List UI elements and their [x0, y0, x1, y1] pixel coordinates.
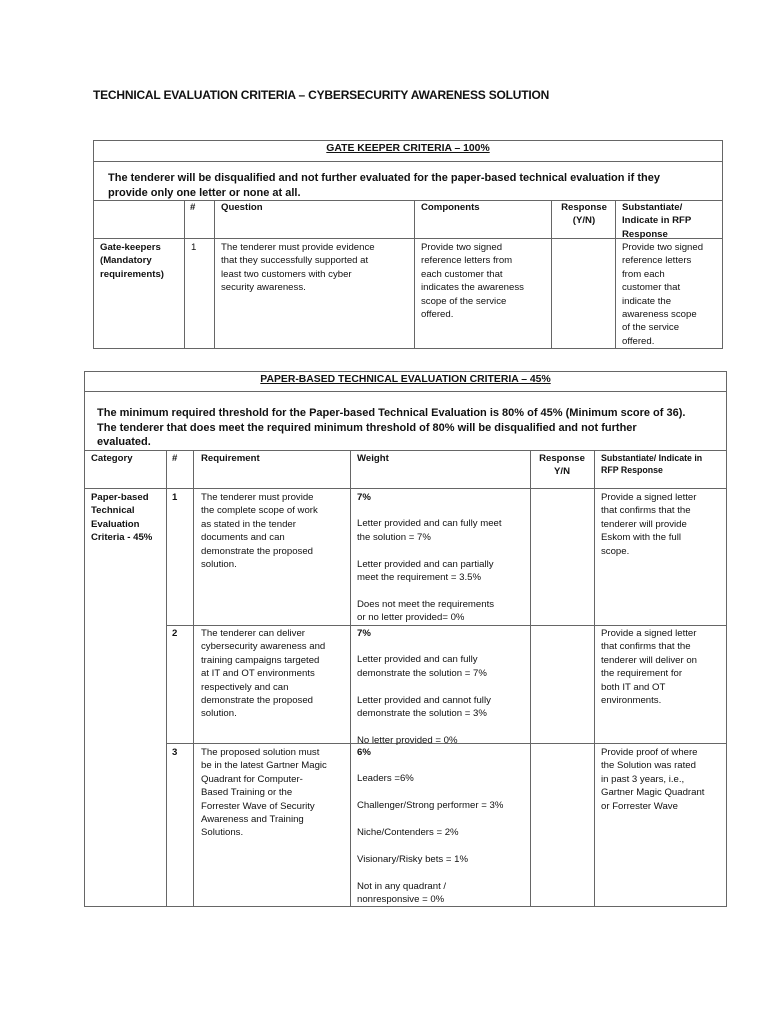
gatekeeper-intro: The tenderer will be disqualified and not further evaluated for the paper-based technical evaluation if they provide only one letter or none at all.	[108, 172, 660, 199]
row-weight-body: Letter provided and can fully demonstrate the solution = 7% Letter provided and cannot fully demonstrate the solution = 3% No letter provided = 0%	[357, 654, 491, 746]
gatekeeper-col-components: Components	[421, 202, 480, 213]
row-substantiate: Provide a signed letter that confirms that the tenderer will deliver on the requirement for both IT and OT environments.	[601, 628, 697, 707]
gatekeeper-col-question: Question	[221, 202, 263, 213]
paperbased-col-num: #	[172, 453, 178, 464]
paperbased-col-response: Response Y/N	[539, 453, 585, 478]
paperbased-col-category: Category	[91, 453, 133, 464]
paperbased-intro: The minimum required threshold for the Paper-based Technical Evaluation is 80% of 45% (Minimum score of 36). The tenderer that does meet the required minimum threshold of 80% will be disqualified and not further evaluated.	[97, 407, 686, 448]
paperbased-header-divider	[84, 391, 727, 392]
paperbased-category: Paper-based Technical Evaluation Criteria - 45%	[91, 492, 153, 544]
gatekeeper-col-response: Response (Y/N)	[561, 202, 607, 227]
paperbased-colhead-bottom	[84, 488, 727, 489]
gatekeeper-col-divider	[551, 200, 552, 349]
row-substantiate: Provide a signed letter that confirms that the tenderer will provide Eskom with the full scope.	[601, 492, 697, 557]
gatekeeper-col-substantiate: Substantiate/ Indicate in RFP Response	[622, 202, 692, 240]
paperbased-colhead-top	[84, 450, 727, 451]
gatekeeper-col-divider	[214, 200, 215, 349]
paperbased-col-substantiate: Substantiate/ Indicate in RFP Response	[601, 453, 703, 475]
gatekeeper-row-components: Provide two signed reference letters from each customer that indicates the awareness scope of the service offered.	[421, 242, 524, 321]
row-weight-title: 7%	[357, 628, 371, 639]
paperbased-col-requirement: Requirement	[201, 453, 260, 464]
gatekeeper-row-num: 1	[191, 242, 197, 253]
paperbased-col-divider	[350, 450, 351, 907]
gatekeeper-col-divider	[184, 200, 185, 349]
paperbased-col-divider	[594, 450, 595, 907]
paperbased-header: PAPER-BASED TECHNICAL EVALUATION CRITERIA – 45%	[260, 374, 551, 385]
gatekeeper-header-divider	[93, 161, 723, 162]
paperbased-col-divider	[166, 450, 167, 907]
row-num: 3	[172, 747, 178, 758]
paperbased-col-weight: Weight	[357, 453, 389, 464]
gatekeeper-col-num: #	[190, 202, 196, 213]
gatekeeper-row-substantiate: Provide two signed reference letters from each customer that indicate the awareness scope of the service offered.	[622, 242, 704, 347]
gatekeeper-col-divider	[615, 200, 616, 349]
row-requirement: The tenderer can deliver cybersecurity awareness and training campaigns targeted at IT and OT environments respectively and can demonstrate the proposed solution.	[201, 628, 326, 720]
row-substantiate: Provide proof of where the Solution was rated in past 3 years, i.e., Gartner Magic Quadrant or Forrester Wave	[601, 747, 705, 812]
gatekeeper-col-divider	[414, 200, 415, 349]
row-requirement: The tenderer must provide the complete scope of work as stated in the tender documents and can demonstrate the proposed solution.	[201, 492, 318, 571]
paperbased-col-divider	[530, 450, 531, 907]
row-weight-title: 6%	[357, 747, 371, 758]
gatekeeper-category: Gate-keepers (Mandatory requirements)	[100, 242, 164, 280]
gatekeeper-row-question: The tenderer must provide evidence that they successfully supported at least two customers with cyber security awareness.	[221, 242, 375, 294]
row-num: 1	[172, 492, 178, 503]
row-num: 2	[172, 628, 178, 639]
row-requirement: The proposed solution must be in the latest Gartner Magic Quadrant for Computer- Based Training or the Forrester Wave of Security Awareness and Training Solutions.	[201, 747, 327, 839]
paperbased-row-divider	[166, 625, 727, 626]
row-weight-body: Leaders =6% Challenger/Strong performer = 3% Niche/Contenders = 2% Visionary/Risky bets = 1% Not in any quadrant / nonresponsive = 0%	[357, 773, 504, 906]
row-weight-title: 7%	[357, 492, 371, 503]
gatekeeper-header: GATE KEEPER CRITERIA – 100%	[326, 143, 490, 154]
row-weight-body: Letter provided and can fully meet the solution = 7% Letter provided and can partially meet the requirement = 3.5% Does not meet the requirements or no letter provided= 0%	[357, 518, 502, 624]
document-title: TECHNICAL EVALUATION CRITERIA – CYBERSECURITY AWARENESS SOLUTION	[93, 88, 550, 102]
paperbased-col-divider	[193, 450, 194, 907]
